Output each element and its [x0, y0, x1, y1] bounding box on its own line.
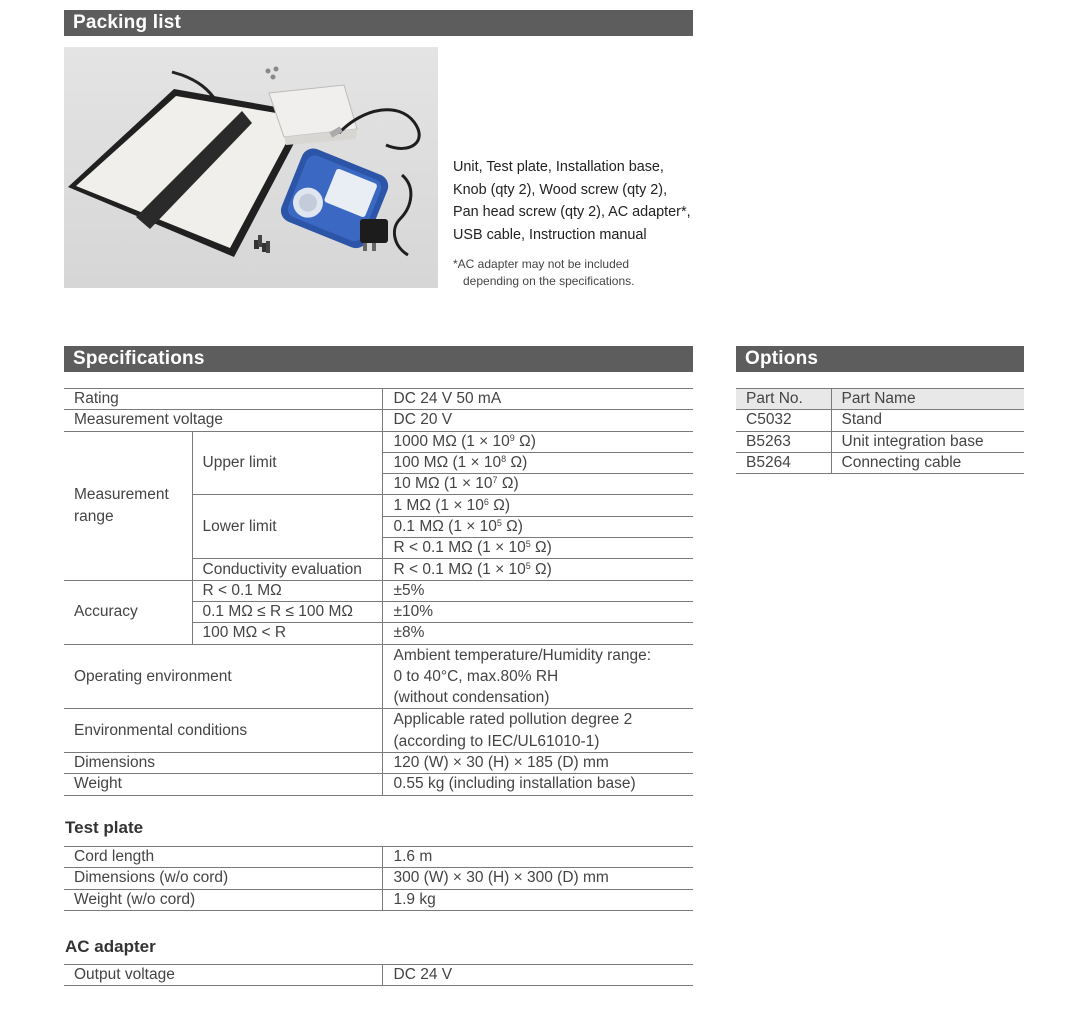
packing-line: Pan head screw (qty 2), AC adapter*,	[453, 204, 691, 221]
spec-value: 1 MΩ ($1 \times 10^6$ Ω)	[382, 495, 693, 516]
column-header: Part No.	[736, 389, 831, 410]
spec-value: 1000 MΩ ($1 \times 10^9$ Ω)	[382, 431, 693, 452]
spec-value: 10 MΩ ($1 \times 10^7$ Ω)	[382, 474, 693, 495]
packing-line: Unit, Test plate, Installation base,	[453, 159, 664, 175]
spec-label: Rating	[64, 389, 382, 410]
part-name: Stand	[831, 410, 1024, 431]
table-row	[64, 753, 693, 774]
spec-value: 0.55 kg (including installation base)	[382, 774, 693, 795]
table-row	[64, 965, 693, 986]
envc-line-2: (according to IEC/UL61010-1)	[393, 732, 600, 750]
packing-footnote	[453, 256, 634, 290]
ac-adapter-table	[64, 964, 693, 986]
packing-list-title: Packing list	[73, 12, 181, 33]
spec-value	[382, 709, 693, 753]
table-row	[64, 847, 693, 868]
spec-value: 300 (W) × 30 (H) × 300 (D) mm	[382, 868, 693, 889]
spec-label: Weight (w/o cord)	[64, 889, 382, 910]
part-number: B5263	[736, 431, 831, 452]
spec-sublabel: Upper limit	[192, 431, 382, 495]
spec-value: DC 24 V 50 mA	[382, 389, 693, 410]
packing-list-header	[64, 10, 693, 36]
table-row	[64, 431, 693, 452]
specifications-title: Specifications	[73, 348, 205, 369]
spec-label: Dimensions	[64, 753, 382, 774]
options-table	[736, 388, 1024, 474]
spec-sublabel: R < 0.1 MΩ	[192, 580, 382, 601]
spec-value: R < 0.1 MΩ ($1 \times 10^5$ Ω)	[382, 538, 693, 559]
options-title: Options	[745, 348, 819, 369]
spec-value: ±5%	[382, 580, 693, 601]
test-plate-title: Test plate	[65, 818, 144, 837]
spec-label: Output voltage	[64, 965, 382, 986]
packing-line: USB cable, Instruction manual	[453, 226, 647, 243]
spec-value: R < 0.1 MΩ ($1 \times 10^5$ Ω)	[382, 559, 693, 580]
table-row	[736, 452, 1024, 473]
spec-value: DC 24 V	[382, 965, 693, 986]
table-row	[64, 774, 693, 795]
range-label-line-1: Measurement	[74, 485, 169, 503]
spec-value: ±8%	[382, 623, 693, 644]
spec-value: 100 MΩ ($1 \times 10^8$ Ω)	[382, 452, 693, 473]
part-name: Connecting cable	[831, 452, 1024, 473]
options-header	[736, 346, 1024, 372]
part-number: C5032	[736, 410, 831, 431]
spec-sublabel: Lower limit	[192, 495, 382, 559]
table-row	[64, 580, 693, 601]
spec-sublabel: 0.1 MΩ ≤ R ≤ 100 MΩ	[192, 601, 382, 622]
spec-label: Environmental conditions	[64, 709, 382, 753]
spec-label: Cord length	[64, 847, 382, 868]
spec-label: Weight	[64, 774, 382, 795]
spec-label: Measurement voltage	[64, 410, 382, 431]
spec-sublabel: Conductivity evaluation	[192, 559, 382, 580]
table-row	[64, 389, 693, 410]
table-row	[736, 410, 1024, 431]
product-illustration	[64, 47, 438, 288]
part-name: Unit integration base	[831, 431, 1024, 452]
part-number: B5264	[736, 452, 831, 473]
packing-line: Knob (qty 2), Wood screw (qty 2),	[453, 181, 668, 198]
table-row	[64, 868, 693, 889]
env-line-3: (without condensation)	[393, 689, 550, 707]
product-photo	[64, 47, 438, 288]
spec-value	[382, 644, 693, 709]
spec-label: Accuracy	[64, 580, 192, 644]
packing-contents	[453, 156, 691, 246]
env-line-2: 0 to 40°C, max.80% RH	[393, 667, 559, 685]
table-header-row	[736, 389, 1024, 410]
spec-label-measurement-range	[64, 431, 192, 580]
table-row	[64, 410, 693, 431]
footnote-line-2: depending on the specifications.	[463, 274, 635, 288]
envc-line-1: Applicable rated pollution degree 2	[393, 711, 633, 729]
range-label-line-2: range	[74, 507, 114, 525]
table-row	[64, 709, 693, 753]
spec-value: DC 20 V	[382, 410, 693, 431]
table-row	[64, 644, 693, 709]
ac-adapter-title: AC adapter	[65, 937, 156, 956]
spec-value: 1.6 m	[382, 847, 693, 868]
spec-value: 0.1 MΩ ($1 \times 10^5$ Ω)	[382, 516, 693, 537]
env-line-1: Ambient temperature/Humidity range:	[393, 646, 652, 664]
specifications-table	[64, 388, 693, 796]
spec-value: 1.9 kg	[382, 889, 693, 910]
footnote-line-1: *AC adapter may not be included	[453, 257, 630, 271]
spec-value: ±10%	[382, 601, 693, 622]
spec-label: Operating environment	[64, 644, 382, 709]
test-plate-table	[64, 846, 693, 911]
specifications-header	[64, 346, 693, 372]
spec-sublabel: 100 MΩ < R	[192, 623, 382, 644]
table-row	[64, 889, 693, 910]
table-row	[736, 431, 1024, 452]
spec-value: 120 (W) × 30 (H) × 185 (D) mm	[382, 753, 693, 774]
spec-label: Dimensions (w/o cord)	[64, 868, 382, 889]
column-header: Part Name	[831, 389, 1024, 410]
